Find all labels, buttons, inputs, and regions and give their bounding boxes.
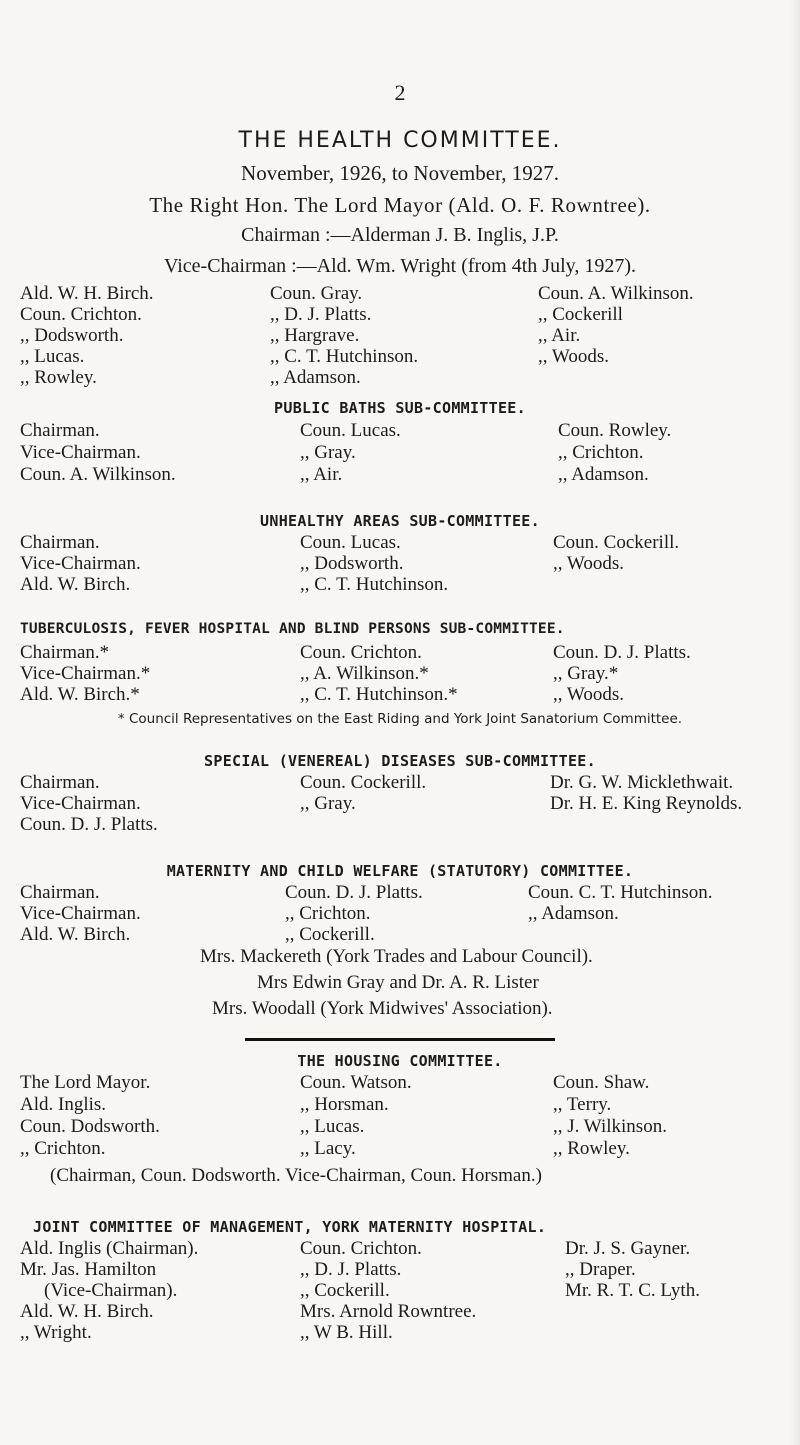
tuberculosis-footnote: * Council Representatives on the East Riding and York Joint Sanatorium Committee. xyxy=(117,711,683,727)
health-members-col2: Coun. Gray. ,, D. J. Platts. ,, Hargrave. ,, C. T. Hutchinson. ,, Adamson. xyxy=(270,283,419,388)
joint-committee-col2: Coun. Crichton. ,, D. J. Platts. ,, Cockerill. Mrs. Arnold Rowntree. ,, W B. Hill. xyxy=(300,1238,477,1343)
maternity-heading: MATERNITY AND CHILD WELFARE (STATUTORY) COMMITTEE. xyxy=(166,862,634,880)
maternity-extra: Mrs. Mackereth (York Trades and Labour Council). Mrs Edwin Gray and Dr. A. R. Lister Mrs. Woodall (York Midwives' Association). xyxy=(200,946,593,1019)
tuberculosis-col1: Chairman.* Vice-Chairman.* Ald. W. Birch.* xyxy=(20,642,151,705)
public-baths-col1: Chairman. Vice-Chairman. Coun. A. Wilkinson. xyxy=(20,420,176,485)
housing-col3: Coun. Shaw. ,, Terry. ,, J. Wilkinson. ,, Rowley. xyxy=(553,1072,667,1159)
unhealthy-areas-heading: UNHEALTHY AREAS SUB-COMMITTEE. xyxy=(260,512,540,530)
joint-committee-col1: Ald. Inglis (Chairman). Mr. Jas. Hamilton (Vice-Chairman). Ald. W. H. Birch. ,, Wright. xyxy=(20,1238,199,1343)
chairman-line: Chairman :—Alderman J. B. Inglis, J.P. xyxy=(241,224,559,246)
page-title: THE HEALTH COMMITTEE. xyxy=(238,128,562,153)
unhealthy-areas-col2: Coun. Lucas. ,, Dodsworth. ,, C. T. Hutchinson. xyxy=(300,532,449,595)
housing-heading: THE HOUSING COMMITTEE. xyxy=(297,1052,503,1070)
maternity-col3: Coun. C. T. Hutchinson. ,, Adamson. xyxy=(528,882,713,924)
public-baths-heading: PUBLIC BATHS SUB-COMMITTEE. xyxy=(274,399,526,417)
public-baths-col3: Coun. Rowley. ,, Crichton. ,, Adamson. xyxy=(558,420,672,485)
housing-col2: Coun. Watson. ,, Horsman. ,, Lucas. ,, Lacy. xyxy=(300,1072,412,1159)
tuberculosis-col2: Coun. Crichton. ,, A. Wilkinson.* ,, C. T. Hutchinson.* xyxy=(300,642,458,705)
joint-committee-col3: Dr. J. S. Gayner. ,, Draper. Mr. R. T. C. Lyth. xyxy=(565,1238,700,1301)
maternity-col2: Coun. D. J. Platts. ,, Crichton. ,, Cockerill. xyxy=(285,882,423,945)
lord-mayor-line: The Right Hon. The Lord Mayor (Ald. O. F. Rowntree). xyxy=(149,193,651,217)
special-venereal-heading: SPECIAL (VENEREAL) DISEASES SUB-COMMITTEE. xyxy=(204,752,596,770)
maternity-col1: Chairman. Vice-Chairman. Ald. W. Birch. xyxy=(20,882,141,945)
section-divider xyxy=(245,1038,555,1041)
health-members-col1: Ald. W. H. Birch. Coun. Crichton. ,, Dodsworth. ,, Lucas. ,, Rowley. xyxy=(20,283,154,388)
vice-chairman-line: Vice-Chairman :—Ald. Wm. Wright (from 4th July, 1927). xyxy=(164,255,636,277)
tuberculosis-col3: Coun. D. J. Platts. ,, Gray.* ,, Woods. xyxy=(553,642,691,705)
joint-committee-heading: JOINT COMMITTEE OF MANAGEMENT, YORK MATERNITY HOSPITAL. xyxy=(33,1218,547,1236)
health-members-col3: Coun. A. Wilkinson. ,, Cockerill ,, Air. ,, Woods. xyxy=(538,283,694,367)
unhealthy-areas-col1: Chairman. Vice-Chairman. Ald. W. Birch. xyxy=(20,532,141,595)
tuberculosis-heading: TUBERCULOSIS, FEVER HOSPITAL AND BLIND PERSONS SUB-COMMITTEE. xyxy=(20,621,565,637)
unhealthy-areas-col3: Coun. Cockerill. ,, Woods. xyxy=(553,532,680,574)
special-venereal-col1: Chairman. Vice-Chairman. Coun. D. J. Platts. xyxy=(20,772,158,835)
housing-note: (Chairman, Coun. Dodsworth. Vice-Chairman, Coun. Horsman.) xyxy=(50,1165,542,1186)
public-baths-col2: Coun. Lucas. ,, Gray. ,, Air. xyxy=(300,420,401,485)
housing-col1: The Lord Mayor. Ald. Inglis. Coun. Dodsworth. ,, Crichton. xyxy=(20,1072,160,1159)
special-venereal-col2: Coun. Cockerill. ,, Gray. xyxy=(300,772,427,814)
special-venereal-col3: Dr. G. W. Micklethwait. Dr. H. E. King Reynolds. xyxy=(550,772,743,814)
page-number: 2 xyxy=(394,80,406,105)
period: November, 1926, to November, 1927. xyxy=(241,161,559,185)
